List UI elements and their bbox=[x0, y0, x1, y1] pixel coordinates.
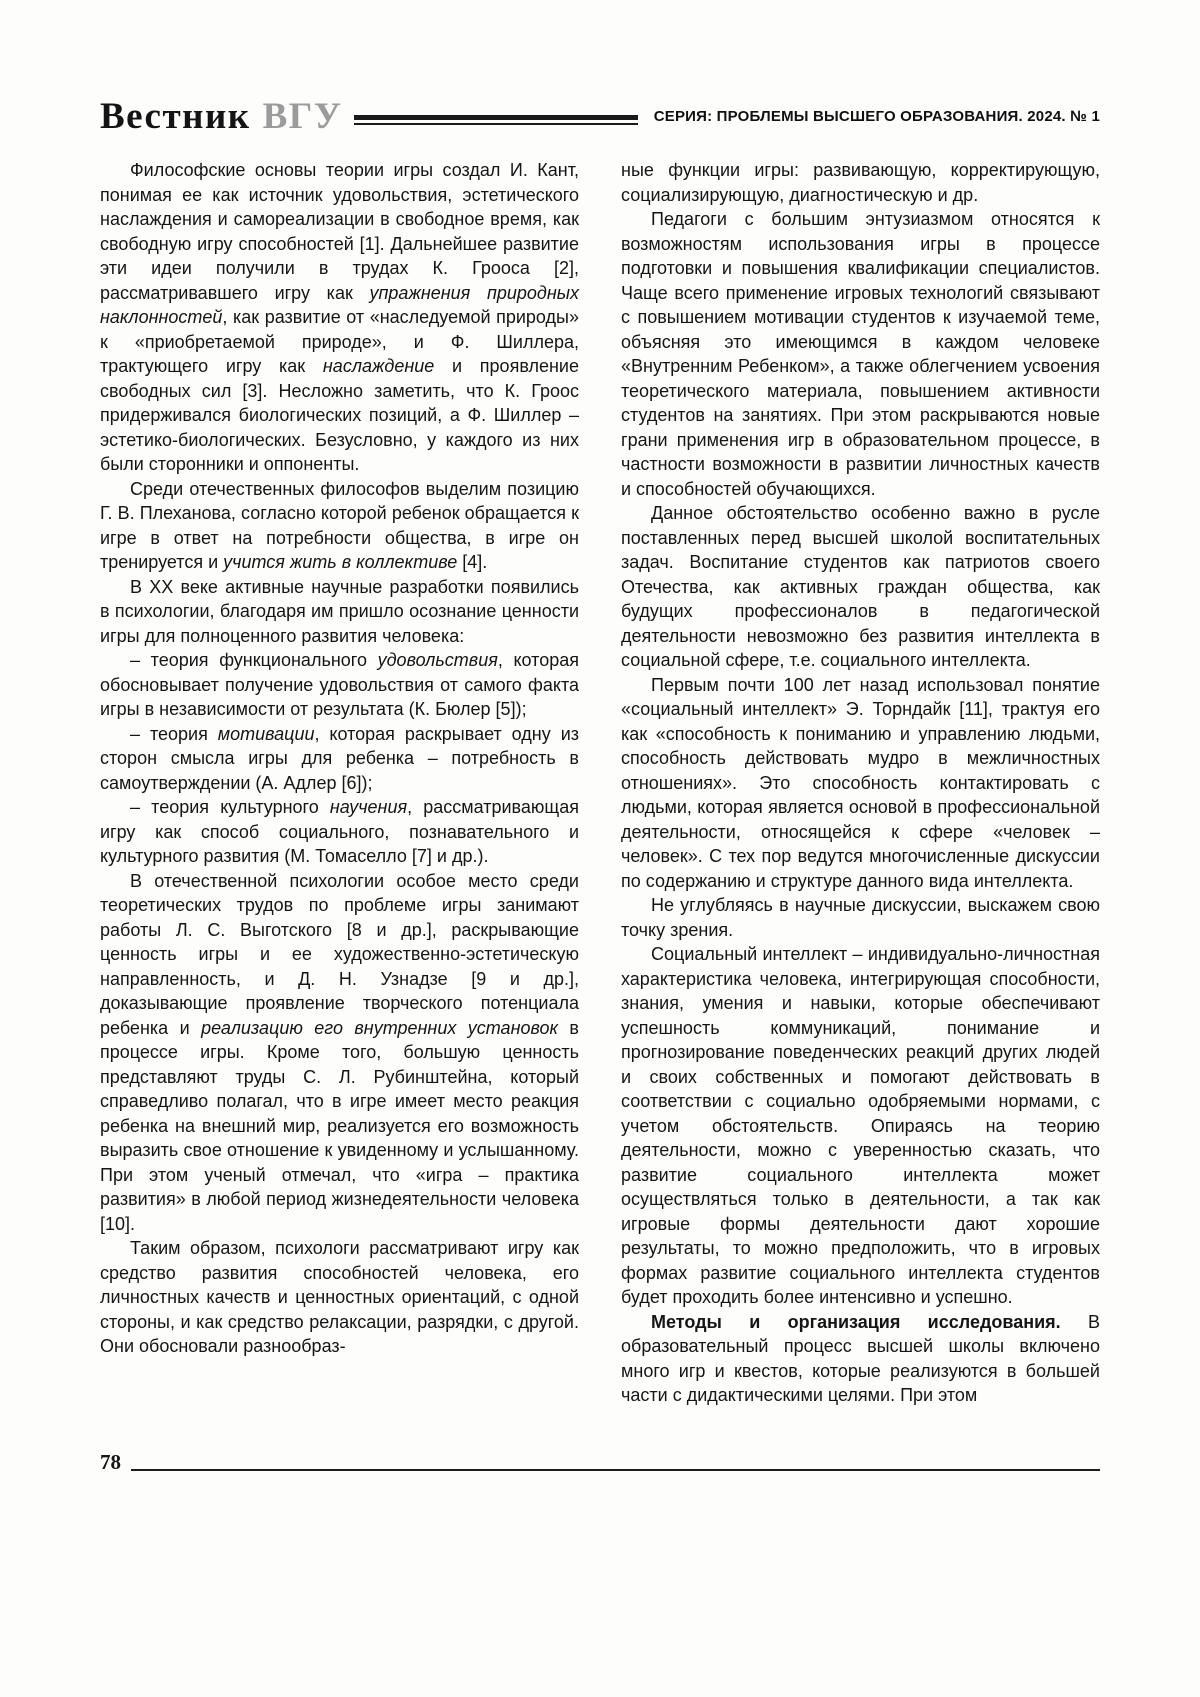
paragraph bbox=[100, 477, 579, 575]
paragraph bbox=[100, 575, 579, 649]
text-run: Среди отечественных философов выделим позицию Г. В. Плеханова, согласно которой ребенок обращается к игре в ответ на потребности общества, в игре он тренируется и bbox=[100, 478, 579, 572]
page-header bbox=[100, 98, 1100, 135]
logo-word-vgu: ВГУ bbox=[262, 96, 343, 137]
text-run: и проявление свободных сил [3]. Несложно заметить, что К. Гроос придерживался биологических позиций, а Ф. Шиллер – эстетико-биологических. Безусловно, у каждого из них были сторонники и оппоненты. bbox=[100, 356, 579, 474]
text-run: В отечественной психологии особое место среди теоретических трудов по проблеме игры занимают работы Л. С. Выготского [8 и др.], раскрывающие ценность игры и ее художественно-эстетическую направленность, и Д. Н. Узнадзе [9 и др.], доказывающие проявление творческого потенциала ребенка и bbox=[100, 870, 579, 1038]
text-run: в процессе игры. Кроме того, большую ценность представляют труды С. Л. Рубинштейна, который справедливо полагал, что в игре имеет место реакция ребенка на внешний мир, реализуется его возможность выразить свое отношение к увиденному и услышанному. При этом ученый отмечал, что «игра – практика развития» в любой период жизнедеятельности человека [10]. bbox=[100, 1017, 579, 1234]
paragraph bbox=[100, 158, 579, 477]
text-run: [4]. bbox=[457, 552, 488, 572]
paragraph bbox=[621, 501, 1100, 673]
text-run: , рассматривающая игру как способ социального, познавательного и культурного развития (М. Томаселло [7] и др.). bbox=[100, 797, 579, 866]
paragraph bbox=[621, 207, 1100, 501]
text-run: Первым почти 100 лет назад использовал понятие «социальный интеллект» Э. Торндайк [11], трактуя его как «способность к пониманию и управлению людьми, способность действовать мудро в межличностных отношениях». Это способность контактировать с людьми, которая является основой в профессиональной деятельности, относящейся к сфере «человек – человек». С тех пор ведутся многочисленные дискуссии по содержанию и структуре данного вида интеллекта. bbox=[621, 674, 1100, 891]
text-run: Данное обстоятельство особенно важно в русле поставленных перед высшей школой воспитательных задач. Воспитание студентов как патриотов своего Отечества, как активных граждан общества, как будущих профессионалов в педагогической деятельности невозможно без развития интеллекта в социальной сфере, т.е. социального интеллекта. bbox=[621, 503, 1100, 670]
paragraph bbox=[100, 795, 579, 869]
text-run: Социальный интеллект – индивидуально-личностная характеристика человека, интегрирующая способности, знания, умения и навыки, которые обеспечивают успешность коммуникаций, понимание и прогнозирование поведенческих реакций других людей и своих собственных и помогают действовать в соответствии с социально одобряемыми нормами, с учетом обстоятельств. Опираясь на теорию деятельности, можно с уверенностью сказать, что развитие социального интеллекта может осуществляться только в деятельности, а так как игровые формы деятельности дают хорошие результаты, то можно предположить, что в игровых формах развитие социального интеллекта студентов будет проходить более интенсивно и успешно. bbox=[621, 944, 1100, 1307]
journal-logo bbox=[100, 98, 342, 135]
paragraph bbox=[621, 893, 1100, 942]
paragraph bbox=[621, 1310, 1100, 1408]
paragraph bbox=[100, 1236, 579, 1359]
text-run: Таким образом, психологи рассматривают игру как средство развития способностей человека, его личностных качеств и ценностных ориентаций, с одной стороны, и как средство релаксации, разрядки, с другой. Они обосновали разнообраз- bbox=[100, 1238, 579, 1356]
right-column bbox=[621, 158, 1100, 1408]
series-title: СЕРИЯ: ПРОБЛЕМЫ ВЫСШЕГО ОБРАЗОВАНИЯ. 2024. № 1 bbox=[653, 108, 1100, 125]
paragraph bbox=[621, 673, 1100, 894]
header-rule bbox=[354, 115, 637, 125]
paragraph bbox=[100, 648, 579, 722]
text-run: В XX веке активные научные разработки появились в психологии, благодаря им пришло осознание ценности игры для полноценного развития человека: bbox=[100, 576, 579, 646]
text-run: учится жить в коллективе bbox=[223, 552, 458, 572]
page-number: 78 bbox=[100, 1450, 121, 1474]
text-run: – теория культурного bbox=[130, 797, 330, 817]
article-body bbox=[100, 158, 1100, 1408]
page-footer bbox=[100, 1452, 1100, 1473]
logo-word-vestnik: Вестник bbox=[100, 96, 251, 137]
footer-rule bbox=[131, 1469, 1100, 1471]
text-run: – теория функционального bbox=[130, 650, 378, 670]
text-run: наслаждение bbox=[322, 356, 435, 376]
paragraph bbox=[621, 942, 1100, 1310]
text-run: ные функции игры: развивающую, корректирующую, социализирующую, диагностическую и др. bbox=[621, 160, 1100, 205]
text-run: – теория bbox=[130, 723, 218, 744]
text-run: Не углубляясь в научные дискуссии, выскажем свою точку зрения. bbox=[621, 895, 1100, 940]
text-run: , которая обосновывает получение удовольствия от самого факта игры в независимости от результата (К. Бюлер [5]); bbox=[100, 650, 579, 719]
text-run: мотивации bbox=[217, 723, 315, 744]
text-run: Педагоги с большим энтузиазмом относятся к возможностям использования игры в процессе подготовки и повышения квалификации специалистов. Чаще всего применение игровых технологий связывают с повышением мотивации студентов к изучаемой теме, объясняя это имеющимся в каждом человеке «Внутренним Ребенком», а также облегчением усвоения теоретического материала, повышением активности студентов на занятиях. При этом раскрываются новые грани применения игр в образовательном процессе, в частности возможности в развитии личностных качеств и способностей обучающихся. bbox=[621, 209, 1100, 499]
text-run: упражнения природных наклонностей bbox=[100, 282, 579, 327]
paragraph bbox=[100, 869, 579, 1237]
paragraph bbox=[100, 722, 579, 796]
text-run: , которая раскрывает одну из сторон смысла игры для ребенка – потребность в самоутверждении (А. Адлер [6]); bbox=[100, 723, 579, 793]
text-run: В образовательный процесс высшей школы включено много игр и квестов, которые реализуются в большей части с дидактическими целями. При этом bbox=[621, 1311, 1100, 1405]
text-run: , как развитие от «наследуемой природы» к «приобретаемой природе», и Ф. Шиллера, трактующего игру как bbox=[100, 307, 579, 376]
left-column bbox=[100, 158, 579, 1408]
text-run: научения bbox=[329, 797, 408, 817]
text-run: Философские основы теории игры создал И. Кант, понимая ее как источник удовольствия, эстетического наслаждения и самореализации в свободное время, как свободную игру способностей [1]. Дальнейшее развитие эти идеи получили в трудах К. Грооса [2], рассматривавшего игру как bbox=[100, 160, 579, 303]
paragraph bbox=[621, 158, 1100, 207]
text-run: удовольствия bbox=[377, 650, 498, 670]
text-run: Методы и организация исследования. bbox=[651, 1311, 1061, 1332]
text-run: реализацию его внутренних установок bbox=[201, 1017, 558, 1038]
